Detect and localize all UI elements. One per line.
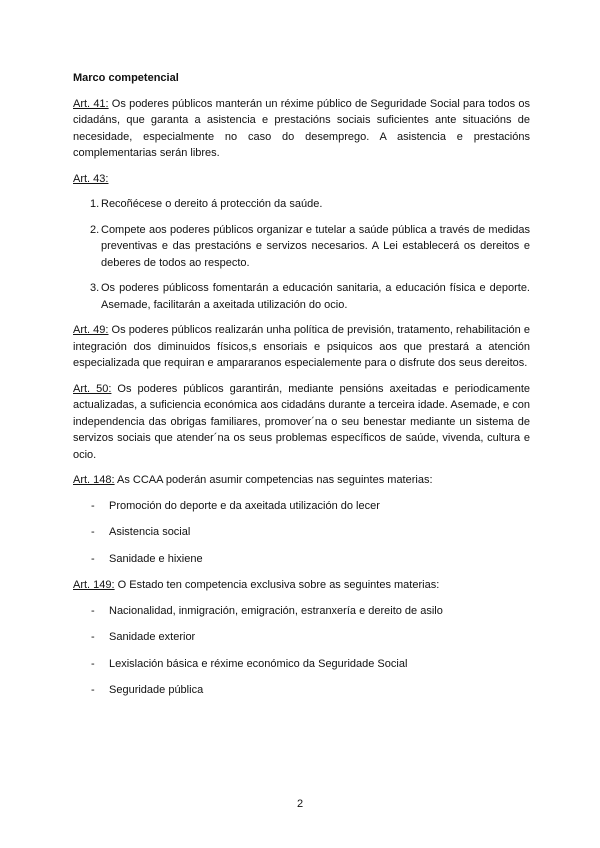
numbered-item xyxy=(73,222,530,272)
list-item xyxy=(73,656,530,673)
item-text: Promoción do deporte e da axeitada utilización do lecer xyxy=(109,499,380,512)
article-ref: Art. 50: xyxy=(73,382,112,395)
item-text: Seguridade pública xyxy=(109,684,204,696)
article-41 xyxy=(73,96,530,162)
dash-bullet: - xyxy=(91,552,95,565)
list-item xyxy=(73,498,530,515)
article-149-list xyxy=(73,603,530,699)
item-text: Asistencia social xyxy=(109,526,191,538)
item-number: 2. xyxy=(90,223,100,236)
list-item xyxy=(73,524,530,541)
item-text: Recoñécese o dereito á protección da saúde. xyxy=(101,198,323,210)
list-item xyxy=(73,603,530,620)
article-text: O Estado ten competencia exclusiva sobre as seguintes materias: xyxy=(114,579,440,591)
dash-bullet: - xyxy=(91,684,95,696)
dash-bullet: - xyxy=(91,526,95,538)
numbered-item xyxy=(73,280,530,313)
item-text: Os poderes públicoss fomentarán a educación sanitaria, a educación física e deporte. Asemade, facilitarán a axeitada utilización do ocio. xyxy=(101,282,530,311)
list-item xyxy=(73,551,530,568)
article-text: As CCAA poderán asumir competencias nas seguintes materias: xyxy=(114,474,433,486)
section-heading: Marco competencial xyxy=(73,72,179,84)
article-43-heading xyxy=(73,171,530,188)
item-text: Lexislación básica e réxime económico da Seguridade Social xyxy=(109,657,408,670)
document-body xyxy=(73,70,530,709)
item-number: 3. xyxy=(90,282,100,294)
article-ref: Art. 43: xyxy=(73,172,109,185)
numbered-item xyxy=(73,196,530,213)
dash-bullet: - xyxy=(91,631,95,643)
item-number: 1. xyxy=(90,198,100,210)
article-ref: Art. 49: xyxy=(73,324,109,336)
page-number: 2 xyxy=(296,798,304,810)
article-49 xyxy=(73,322,530,372)
item-text: Nacionalidad, inmigración, emigración, estranxería e dereito de asilo xyxy=(109,604,443,617)
article-43-list xyxy=(73,196,530,313)
article-ref: Art. 149: xyxy=(73,579,115,591)
article-text: Os poderes públicos manterán un réxime público de Seguridade Social para todos os cidadáns, que garanta a asistencia e prestacións sociais suficientes ante situacións de necesidade, especialmente no caso do desemprego. A asistencia e prestacións complementarias serán libres. xyxy=(73,97,530,159)
dash-bullet: - xyxy=(91,499,95,512)
dash-bullet: - xyxy=(91,604,95,617)
article-text: Os poderes públicos garantirán, mediante pensións axeitadas e periodicamente actualizadas, a suficiencia económica aos cidadáns durante a terceira idade. Asemade, e con independencia das obrigas familiares, promover´na o seu benestar mediante un sistema de servizos sociais que atender´na os seus problemas específicos de saúde, vivenda, cultura e ocio. xyxy=(73,382,530,461)
article-148 xyxy=(73,472,530,489)
article-ref: Art. 148: xyxy=(73,474,115,486)
list-item xyxy=(73,682,530,699)
dash-bullet: - xyxy=(91,657,95,670)
article-ref: Art. 41: xyxy=(73,97,109,110)
item-text: Sanidade e hixiene xyxy=(109,552,203,565)
article-149 xyxy=(73,577,530,594)
article-text: Os poderes públicos realizarán unha política de previsión, tratamento, rehabilitación e integración dos diminuidos físicos,s ensoriais e psiquicos aos que prestará a atención especializada que requiran e ampararanos especialemente para o disfrute dos seus dereitos. xyxy=(73,324,530,369)
item-text: Sanidade exterior xyxy=(109,631,196,643)
article-50 xyxy=(73,381,530,464)
article-148-list xyxy=(73,498,530,568)
item-text: Compete aos poderes públicos organizar e tutelar a saúde pública a través de medidas preventivas e das prestacións e servizos necesarios. A Lei establecerá os dereitos e deberes de todos ao respecto. xyxy=(101,223,530,269)
list-item xyxy=(73,629,530,646)
